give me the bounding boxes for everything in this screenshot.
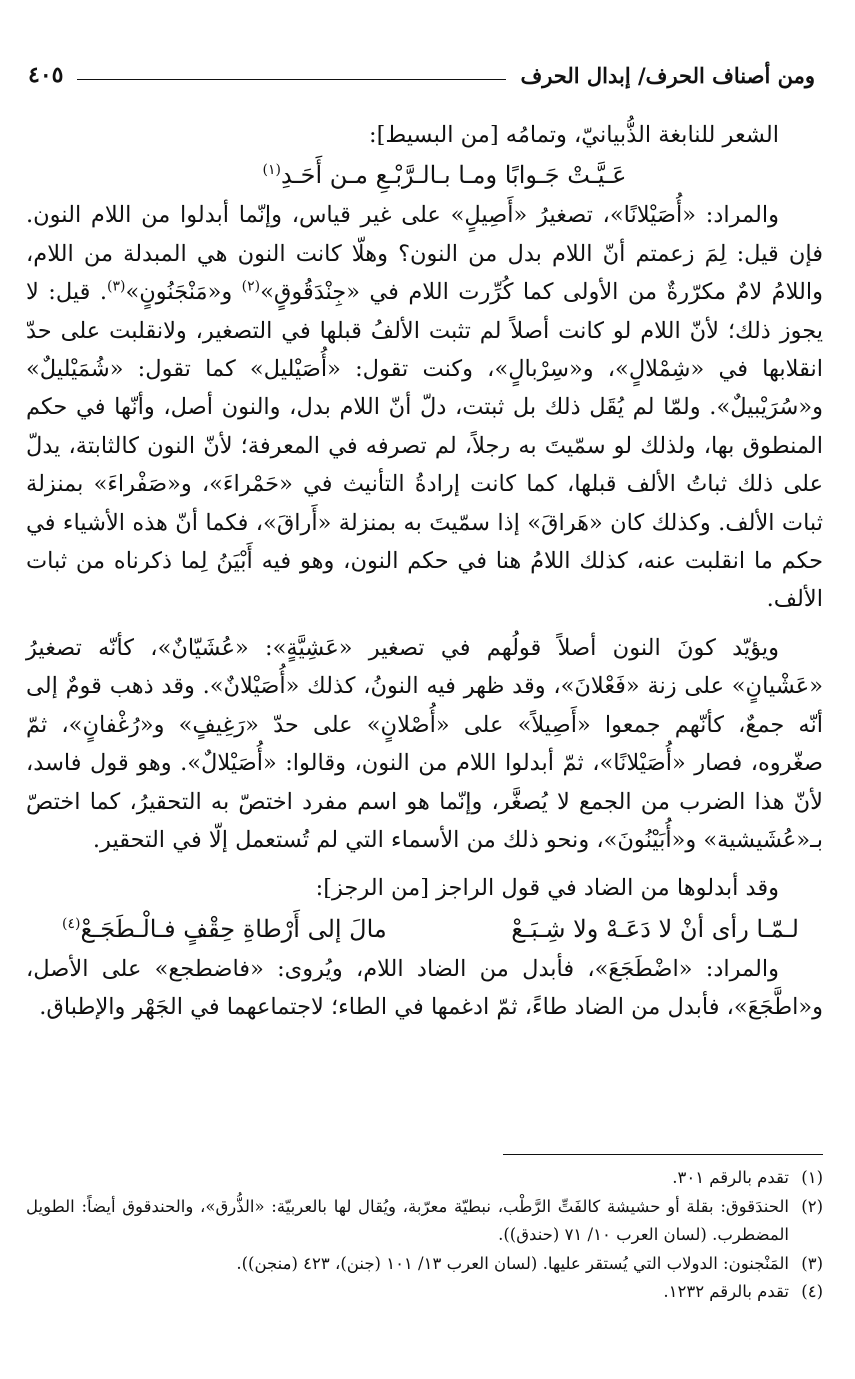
chapter-title: ومن أصناف الحرف/ إبدال الحرف — [520, 62, 815, 88]
main-text — [26, 116, 823, 1027]
footnote-ref-2: (٢) — [241, 278, 261, 295]
footnote-text: المَنْجنون: الدولاب التي يُستقر عليها. (لسان العرب ١٣/ ١٠١ (جنن)، ٤٢٣ (منجن)). — [236, 1253, 789, 1273]
footnote-separator — [503, 1154, 823, 1155]
verse-2 — [26, 908, 823, 950]
paragraph-1: الشعر للنابغة الذُّبيانيّ، وتمامُه [من البسيط]: — [369, 122, 779, 148]
paragraph-4: وقد أبدلوها من الضاد في قول الراجز [من الرجز]: — [315, 875, 779, 902]
footnote-number: (١) — [801, 1168, 823, 1187]
paragraph-2-part-b: و«مَنْجَنُونٍ» — [125, 279, 242, 306]
footnote-text: تقدم بالرقم ٣٠١. — [672, 1168, 789, 1187]
footnote-number: (٤) — [801, 1282, 823, 1301]
footnote-number: (٣) — [801, 1253, 823, 1273]
paragraph-5: والمراد: «اضْطَجَعَ»، فأبدل من الضاد اللام، ويُروى: «فاضطجع» على الأصل، و«اطَّجَعَ»، فأبدل من الضاد طاءً، ثمّ ادغمها في الطاء؛ لاجتماعهما في الجَهْر والإطباق. — [26, 955, 823, 1021]
header-rule — [77, 79, 506, 80]
verse-1-text: عَـيَّـتْ جَـوابًا ومـا بـالـرَّبْـعِ مـن أَحَـدِ — [281, 161, 627, 190]
footnotes — [26, 1164, 823, 1307]
paragraph-3: ويؤيّد كونَ النون أصلاً قولُهم في تصغير «عَشِيَّةٍ»: «عُشَيّانٌ»، كأنّه تصغيرُ «عَشْيانٍ» على زنة «فَعْلانَ»، وقد ظهر فيه النونُ، كذلك «أُصَيْلانٌ». وقد ذهب قومٌ إلى أنّه جمعٌ، كأنّهم جمعوا «أَصِيلاً» على «أُصْلانٍ» على حدّ «رَغِيفٍ» و«رُغْفانٍ»، ثمّ صغّروه، فصار «أُصَيْلانًا»، ثمّ أبدلوا اللام من النون، وقالوا: «أُصَيْلالٌ». وهو قول فاسد، لأنّ هذا الضرب من الجمع لا يُصغَّر، وإنّما هو اسم مفرد اختصّ به التحقيرُ، كما اختصّ بـ«عُشَيشية» و«أُبَيْنُونَ»، ونحو ذلك من الأسماء التي لم تُستعمل إلّا في التحقير. — [26, 634, 823, 853]
verse-2-first-hemistich: لـمّـا رأى أنْ لا دَعَـهْ ولا شِـبَـعْ — [511, 914, 799, 943]
paragraph-2-part-a: والمراد: «أُصَيْلانًا»، تصغيرُ «أَصِيلٍ» على غير قياس، وإنّما أبدلوا من اللام النون. فإن قيل: لِمَ زعمتم أنّ اللام بدل من النون؟ وهلّا كانت النون هي المبدلة من اللام، واللامُ لامٌ مكرّرةٌ من الأولى كما كُرِّرت اللام في «جِنْدَقُوقٍ» — [26, 202, 823, 306]
footnote-1 — [26, 1164, 823, 1193]
running-header — [28, 58, 815, 92]
footnote-ref-4: (٤) — [62, 915, 81, 932]
paragraph-2-part-c: . قيل: لا يجوز ذلك؛ لأنّ اللام لو كانت أصلاً لم تثبت الألفُ قبلها في التصغير، ولانقلبت على حدّ انقلابها في «شِمْلالٍ»، و«سِرْبالٍ»، وكنت تقول: «أُصَيْليل» كما تقول: «شُمَيْليلٌ» و«سُرَيْبيلٌ». ولمّا لم يُقَل ذلك بل ثبتت، دلّ أنّ اللام بدل، والنون أصل، وأنّها في حكم المنطوق بها، ولذلك لو سمّيتَ به رجلاً، لم تصرفه في المعرفة؛ لأنّ النون كالثابتة، يدلّ على ذلك ثباتُ الألف قبلها، كما كانت إرادةُ التأنيث في «حَمْراءَ»، و«صَفْراءَ» بمنزلة ثبات الألف. وكذلك كان «هَراقَ» إذا سمّيتَ به بمنزلة «أَراقَ»، فكما أنّ هذه الأشياء في حكم ما انقلبت عنه، كذلك اللامُ هنا في حكم النون، وهو فيه أَبْيَنُ لِما ذكرناه من ثبات الألف. — [26, 279, 823, 613]
footnote-ref-3: (٣) — [107, 278, 126, 295]
footnote-number: (٢) — [801, 1196, 823, 1216]
footnote-3 — [26, 1250, 823, 1279]
footnote-ref-1: (١) — [262, 162, 282, 179]
paragraph-2 — [26, 196, 823, 618]
footnote-text: الحندَقوق: بقلة أو حشيشة كالفَتِّ الرَّطْب، نبطيّة معرّبة، ويُقال لها بالعربيّة: «الذُّرق»، والحندقوق أيضاً: الطويل المضطرب. (لسان العرب ١٠/ ٧١ (حندق)). — [26, 1196, 789, 1244]
verse-1 — [26, 154, 823, 196]
footnote-text: تقدم بالرقم ١٢٣٢. — [663, 1282, 789, 1301]
page-number: ٤٠٥ — [28, 62, 64, 88]
verse-2-second-hemistich — [62, 908, 387, 950]
footnote-4 — [26, 1278, 823, 1307]
verse-2-second-text: مالَ إلى أَرْطاةِ حِقْفٍ فـالْـطَجَـعْ — [80, 914, 387, 943]
footnote-2 — [26, 1193, 823, 1250]
